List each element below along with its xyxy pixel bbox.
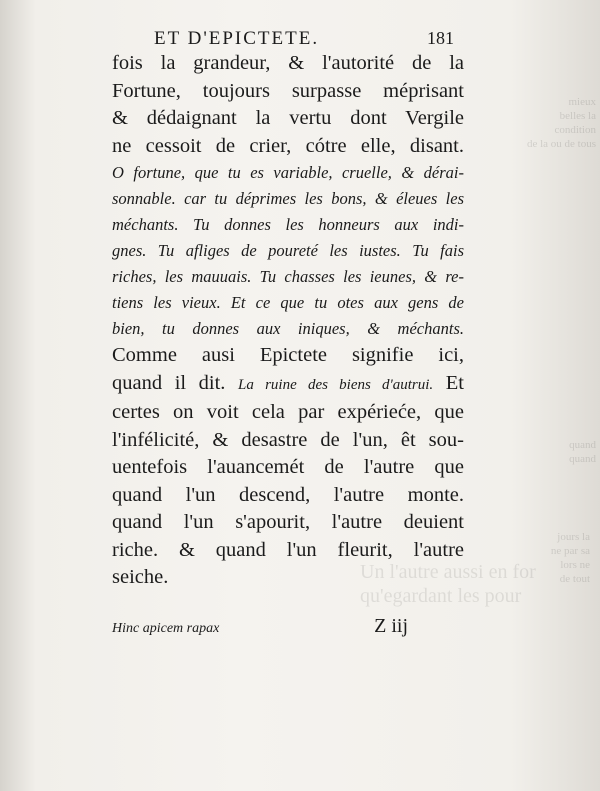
show-through-text: quand quand bbox=[569, 439, 596, 465]
text-line-content: riche. & quand l'un fleurit, l'autre bbox=[112, 538, 464, 561]
text-line-tail: Et bbox=[433, 371, 464, 394]
text-line-content: Comme ausi Epictete signifie ici, bbox=[112, 344, 464, 366]
text-line-content: fois la grandeur, & l'autorité de la bbox=[112, 52, 464, 74]
text-line-content: sonnable. car tu déprimes les bons, & éleues les bbox=[112, 189, 464, 208]
text-line bbox=[112, 186, 464, 212]
text-line bbox=[112, 537, 464, 565]
text-line bbox=[112, 564, 464, 592]
text-line bbox=[112, 238, 464, 264]
text-line-content: l'infélicité, & desastre de l'un, êt sou- bbox=[112, 428, 464, 451]
text-line-content: gnes. Tu afliges de poureté les iustes. Tu fais bbox=[112, 241, 464, 260]
text-line bbox=[112, 509, 464, 537]
text-line-content: ne cessoit de crier, cótre elle, disant. bbox=[112, 134, 464, 157]
page-number: 181 bbox=[427, 28, 454, 48]
text-line-content: tiens les vieux. Et ce que tu otes aux gens de bbox=[112, 293, 464, 312]
text-line-content: quand l'un descend, l'autre monte. bbox=[112, 483, 464, 506]
text-line bbox=[112, 454, 464, 482]
text-line-content: quand l'un s'apourit, l'autre deuient bbox=[112, 511, 464, 533]
page-footer bbox=[112, 605, 464, 638]
text-line-content: O fortune, que tu es variable, cruelle, & dérai- bbox=[112, 163, 464, 182]
show-through-text: Un l'autre aussi en for qu'egardant les pour bbox=[360, 561, 536, 607]
text-block bbox=[112, 50, 464, 592]
running-title: ET D'EPICTETE. bbox=[154, 28, 320, 49]
text-line bbox=[112, 133, 464, 161]
text-line bbox=[112, 50, 464, 78]
text-line-content: riches, les mauuais. Tu chasses les ieunes, & re- bbox=[112, 267, 464, 286]
text-line bbox=[112, 342, 464, 370]
marginal-note: Hinc apicem rapax bbox=[112, 621, 220, 636]
show-through-text: mieux belles la condition de la ou de tous bbox=[526, 96, 596, 150]
text-line-content: bien, tu donnes aux iniques, & méchants. bbox=[112, 319, 464, 338]
text-line bbox=[112, 482, 464, 510]
text-line bbox=[112, 290, 464, 316]
text-line bbox=[112, 160, 464, 186]
text-line bbox=[112, 427, 464, 455]
text-line bbox=[112, 78, 464, 106]
text-line bbox=[112, 370, 464, 400]
quoted-maxim: La ruine des biens d'autrui. bbox=[238, 376, 434, 393]
text-line-content: méchants. Tu donnes les honneurs aux indi- bbox=[112, 215, 464, 234]
text-line-content: Fortune, toujours surpasse méprisant bbox=[112, 79, 464, 102]
running-header bbox=[154, 28, 454, 50]
text-line-content: seiche. bbox=[112, 566, 169, 588]
text-line bbox=[112, 264, 464, 290]
text-line bbox=[112, 316, 464, 342]
signature-mark: Z iij bbox=[374, 615, 408, 637]
text-line bbox=[112, 212, 464, 238]
text-line bbox=[112, 105, 464, 133]
text-line-content: & dédaignant la vertu dont Vergile bbox=[112, 107, 464, 129]
text-line bbox=[112, 399, 464, 427]
text-line-content: quand il dit. bbox=[112, 371, 226, 394]
show-through-text: jours la ne par sa lors ne de tout bbox=[550, 531, 590, 585]
text-line-content: certes on voit cela par expérieće, que bbox=[112, 401, 464, 423]
text-line-content: uentefois l'auancemét de l'autre que bbox=[112, 456, 464, 478]
